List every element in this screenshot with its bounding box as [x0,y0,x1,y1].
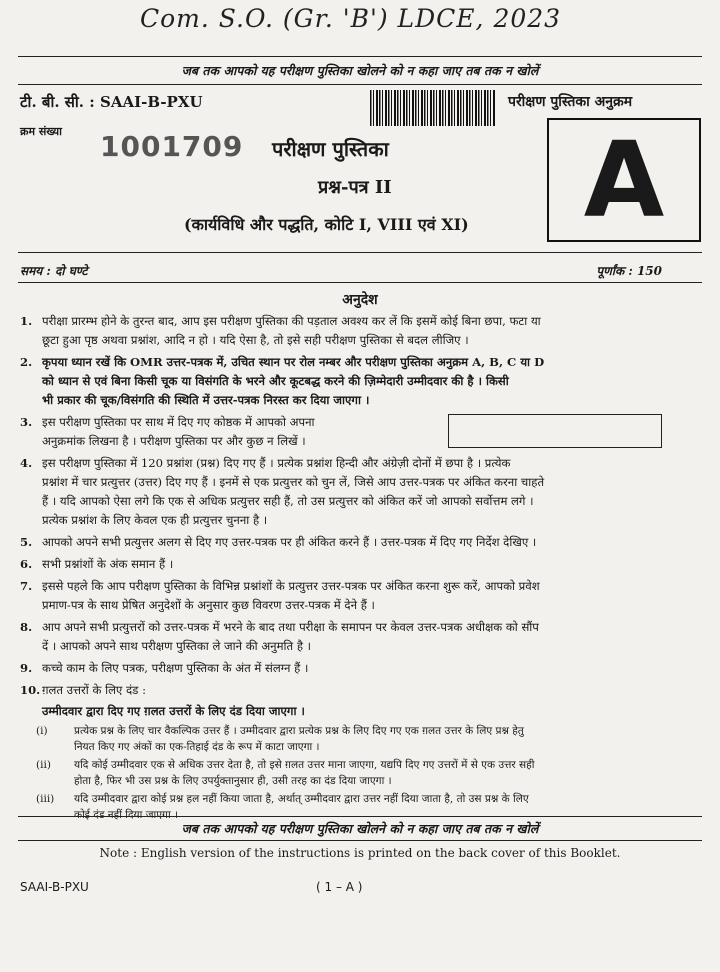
instruction-text [42,353,668,410]
instruction-line: कच्चे काम के लिए पत्रक, परीक्षण पुस्तिका के अंत में संलग्न हैं । [42,661,309,675]
instruction-line: प्रमाण-पत्र के साथ प्रेषित अनुदेशों के अनुसार कुछ विवरण उत्तर-पत्रक में देने हैं । [42,598,375,612]
instruction-line: आपको अपने सभी प्रत्युत्तर अलग से दिए गए उत्तर-पत्रक पर ही अंकित करने हैं । उत्तर-पत्रक में दिए गए निर्देश देखिए । [42,535,537,549]
instruction-text [42,312,668,350]
instruction-item [20,533,668,552]
instructions-list [20,312,668,823]
instruction-item [20,555,668,574]
penalty-number: (i) [36,725,48,737]
penalty-heading: उम्मीदवार द्वारा दिए गए ग़लत उत्तरों के लिए दंड दिया जाएगा । [42,704,305,718]
barcode [370,90,495,126]
instruction-item [20,454,668,530]
series-letter-box: A [547,118,701,242]
top-divider [18,56,702,57]
page-number: ( 1 – A ) [316,880,363,894]
instruction-line: इससे पहले कि आप परीक्षण पुस्तिका के विभिन्न प्रश्नांशों के प्रत्युत्तर उत्तर-पत्रक पर अंकित करना शुरू करें, आपको प्रवेश [42,579,540,593]
bottom-divider [18,816,702,817]
penalty-line: होता है, फिर भी उस प्रश्न के लिए उपर्युक्तानुसार ही, उसी तरह का दंड दिया जाएगा । [74,775,392,787]
roll-number-box[interactable] [448,414,662,448]
booklet-title: परीक्षण पुस्तिका [272,137,389,161]
penalty-item [20,791,668,823]
instruction-line: प्रश्नांश में चार प्रत्युत्तर (उत्तर) दिए गए हैं । इनमें से एक प्रत्युत्तर को चुन लें, जिसे आप उत्तर-पत्रक पर अंकित करना चाहते [42,475,545,489]
instruction-line: सभी प्रश्नांशों के अंक समान हैं । [42,557,174,571]
penalty-text [74,757,668,789]
note-divider [18,840,702,841]
instruction-number: 5. [20,535,33,549]
instruction-line: ग़लत उत्तरों के लिए दंड : [42,683,146,697]
header-divider [18,252,702,253]
instruction-item [20,577,668,615]
warning-top: जब तक आपको यह परीक्षण पुस्तिका खोलने को न कहा जाए तब तक न खोलें [181,63,539,78]
instruction-line: प्रत्येक प्रश्नांश के लिए केवल एक ही प्रत्युत्तर चुनना है । [42,513,268,527]
instruction-text [42,618,668,656]
instruction-text [42,681,668,700]
instruction-text [42,533,668,552]
instruction-text [42,555,668,574]
penalty-number: (ii) [36,759,51,771]
penalty-line: प्रत्येक प्रश्न के लिए चार वैकल्पिक उत्तर हैं । उम्मीदवार द्वारा प्रत्येक प्रश्न के लिए दिए गए एक ग़लत उत्तर के लिए प्रश्न हेतु [74,725,524,737]
subject-title: (कार्यविधि और पद्धति, कोटि I, VIII एवं XI) [184,215,469,234]
penalty-item [20,723,668,755]
instruction-number: 3. [20,415,33,429]
instruction-number: 1. [20,314,33,328]
instruction-line: भी प्रकार की चूक/विसंगति की स्थिति में उत्तर-पत्रक निरस्त कर दिया जाएगा । [42,393,370,407]
handwritten-exam-note: Com. S.O. (Gr. 'B') LDCE, 2023 [140,4,562,33]
instruction-line: इस परीक्षण पुस्तिका पर साथ में दिए गए कोष्ठक में आपको अपना [42,415,315,429]
max-marks: पूर्णांक : 150 [596,264,662,278]
warning-divider [18,84,702,85]
instruction-line: आप अपने सभी प्रत्युत्तरों को उत्तर-पत्रक में भरने के बाद तथा परीक्षा के समापन पर केवल उत्तर-पत्रक अधीक्षक को सौंप [42,620,539,634]
warning-bottom: जब तक आपको यह परीक्षण पुस्तिका खोलने को न कहा जाए तब तक न खोलें [181,821,539,836]
instruction-item [20,353,668,410]
instruction-item [20,312,668,350]
instruction-text [42,577,668,615]
time-divider [18,282,702,283]
instruction-number: 4. [20,456,33,470]
penalty-item [20,757,668,789]
serial-label: क्रम संख्या [20,125,62,138]
instruction-number: 10. [20,683,41,697]
instruction-number: 8. [20,620,33,634]
penalty-text [74,791,668,823]
english-note: Note : English version of the instructions is printed on the back cover of this Booklet. [99,846,621,860]
instruction-line: इस परीक्षण पुस्तिका में 120 प्रश्नांश (प्रश्न) दिए गए हैं । प्रत्येक प्रश्नांश हिन्दी और अंग्रेज़ी दोनों में छपा है । प्रत्येक [42,456,511,470]
serial-number: 1001709 [100,130,244,163]
series-label: परीक्षण पुस्तिका अनुक्रम [508,94,633,110]
instruction-line: अनुक्रमांक लिखना है । परीक्षण पुस्तिका पर और कुछ न लिखें । [42,434,306,448]
instructions-heading: अनुदेश [342,292,378,308]
instruction-number: 9. [20,661,33,675]
instruction-line: छूटा हुआ पृष्ठ अथवा प्रश्नांश, आदि न हो । यदि ऐसा है, तो इसे सही परीक्षण पुस्तिका से बदल लीजिए । [42,333,469,347]
instruction-item [20,659,668,678]
footer-code: SAAI-B-PXU [20,880,89,894]
instruction-line: दें । आपको अपने साथ परीक्षण पुस्तिका ले जाने की अनुमति है । [42,639,312,653]
paper-title: प्रश्न-पत्र II [318,177,392,198]
penalty-text [74,723,668,755]
instruction-number: 2. [20,355,33,369]
tbc-code: टी. बी. सी. : SAAI-B-PXU [20,93,203,111]
instruction-number: 6. [20,557,33,571]
instruction-text [42,659,668,678]
instruction-line: हैं । यदि आपको ऐसा लगे कि एक से अधिक प्रत्युत्तर सही हैं, तो उस प्रत्युत्तर को अंकित करें जो आपको सर्वोत्तम लगे । [42,494,534,508]
penalty-line: नियत किए गए अंकों का एक-तिहाई दंड के रूप में काटा जाएगा । [74,741,320,753]
instruction-line: परीक्षा प्रारम्भ होने के तुरन्त बाद, आप इस परीक्षण पुस्तिका की पड़ताल अवश्य कर लें कि इसमें कोई बिना छपा, फटा या [42,314,541,328]
instruction-text [42,454,668,530]
penalty-line: यदि उम्मीदवार द्वारा कोई प्रश्न हल नहीं किया जाता है, अर्थात् उम्मीदवार द्वारा उत्तर नहीं दिया जाता है, तो उस प्रश्न के लिए [74,793,529,805]
instruction-item [20,618,668,656]
instruction-line: कृपया ध्यान रखें कि OMR उत्तर-पत्रक में, उचित स्थान पर रोल नम्बर और परीक्षण पुस्तिका अनुक्रम A, B, C या D [42,355,545,369]
instruction-line: को ध्यान से एवं बिना किसी चूक या विसंगति के भरने और कूटबद्ध करने की ज़िम्मेदारी उम्मीदवार की है । किसी [42,374,509,388]
penalty-line: कोई दंड नहीं दिया जाएगा । [74,809,178,821]
time-allowed: समय : दो घण्टे [20,264,88,278]
penalty-number: (iii) [36,793,55,805]
instruction-number: 7. [20,579,33,593]
instruction-item [20,681,668,700]
penalty-line: यदि कोई उम्मीदवार एक से अधिक उत्तर देता है, तो इसे ग़लत उत्तर माना जाएगा, यद्यपि दिए गए उत्तरों में से एक उत्तर सही [74,759,535,771]
